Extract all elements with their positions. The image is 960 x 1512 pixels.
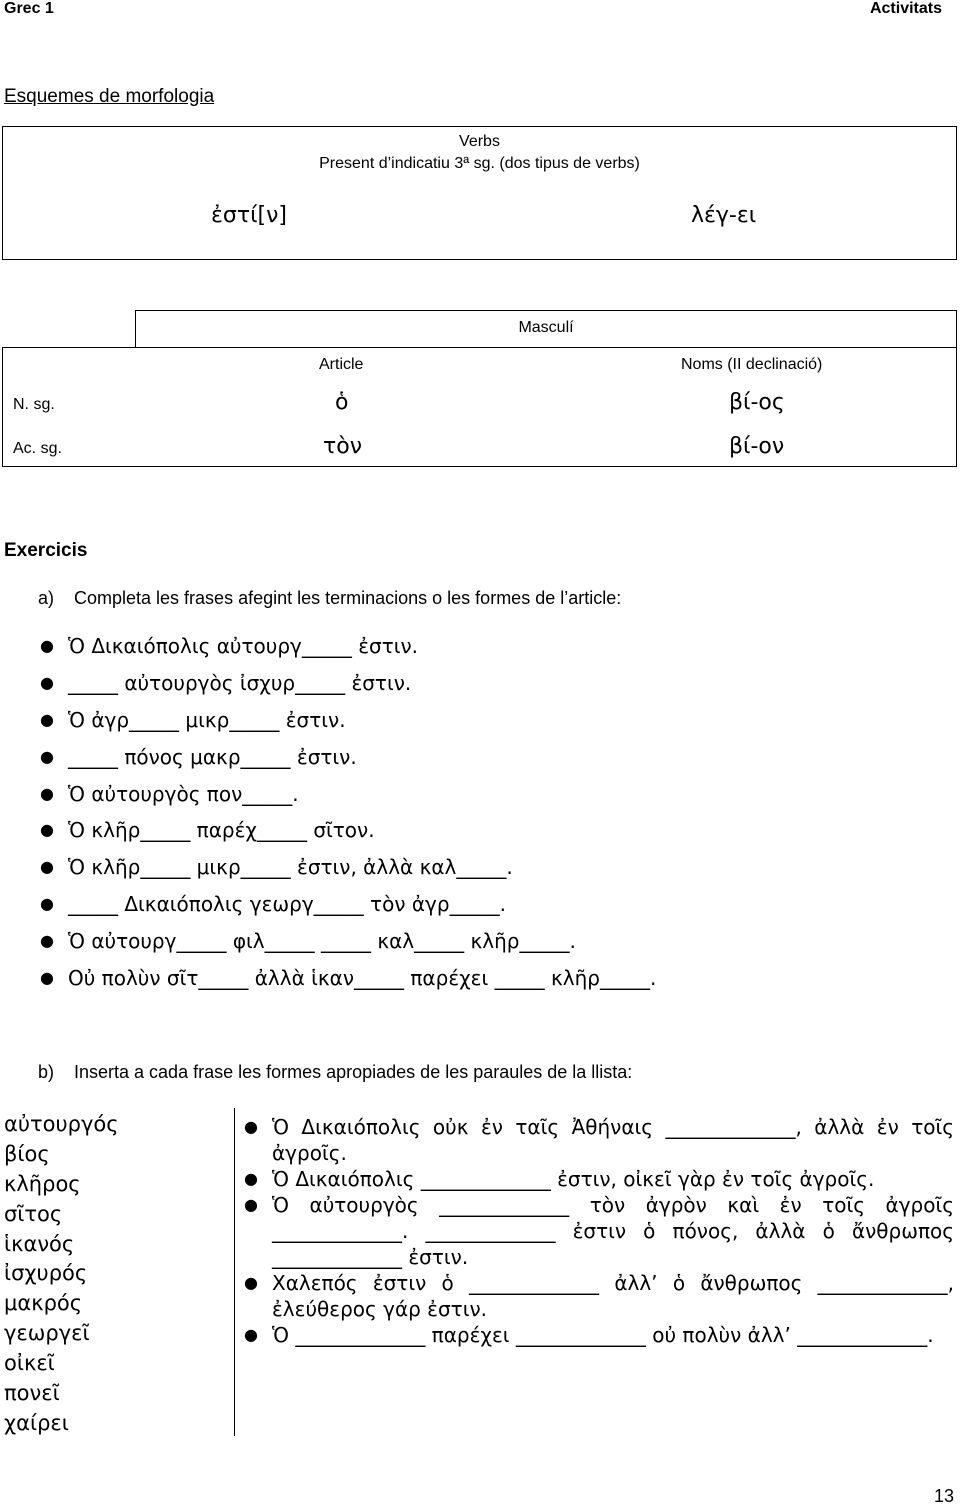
bullet-icon: ● xyxy=(244,1325,258,1344)
bullet-icon: ● xyxy=(244,1273,258,1292)
bullet-icon: ● xyxy=(40,746,54,766)
verbs-table xyxy=(2,126,957,260)
exercise-b-sentence: ● Ὁ Δικαιόπολις οὐκ ἐν ταῖς Ἀθήναις _____________, ἀλλὰ ἐν τοῖς ἀγροῖς. xyxy=(244,1115,954,1165)
page-number: 13 xyxy=(933,1486,954,1506)
bullet-icon: ● xyxy=(244,1117,258,1136)
row-label-acsg: Ac. sg. xyxy=(13,440,62,457)
section-title: Exercicis xyxy=(4,540,88,561)
word-list-item: ἰσχυρός xyxy=(4,1261,88,1286)
word-list-item: μακρός xyxy=(4,1291,83,1316)
word-list xyxy=(4,1110,224,1439)
gender-label: Masculí xyxy=(518,319,574,336)
noun-nsg: βί-ος xyxy=(729,390,785,415)
bullet-icon: ● xyxy=(40,968,54,988)
exercise-b-sentence: ● Ὁ _____________ παρέχει _____________ οὐ πολὺν ἀλλ’ _____________. xyxy=(244,1323,934,1347)
noun-table-gender-row xyxy=(135,310,957,348)
col-article: Article xyxy=(319,356,364,373)
bullet-icon: ● xyxy=(40,857,54,877)
word-list-item: βίος xyxy=(4,1141,50,1166)
bullet-icon: ● xyxy=(40,894,54,914)
verb-col1: ἐστί[ν] xyxy=(211,203,287,228)
exercise-b-instruction: Inserta a cada frase les formes apropiades de les paraules de la llista: xyxy=(74,1062,633,1082)
article-acsg: τὸν xyxy=(323,434,362,459)
bullet-icon: ● xyxy=(40,672,54,692)
word-list-item: αὐτουργός xyxy=(4,1112,119,1136)
list-item: ● Οὐ πολὺν σῖτ_____ ἀλλὰ ἱκαν_____ παρέχει _____ κλῆρ_____. xyxy=(40,960,940,997)
header-left: Grec 1 xyxy=(4,0,54,17)
bullet-icon: ● xyxy=(244,1169,258,1188)
noun-acsg: βί-ον xyxy=(729,434,785,459)
verbs-subheading: Present d’indicatiu 3ª sg. (dos tipus de verbs) xyxy=(319,155,640,172)
list-item: ● _____ πόνος μακρ_____ ἐστιν. xyxy=(40,739,940,776)
exercise-b-sentence: ● Χαλεπός ἐστιν ὁ _____________ ἀλλ’ ὁ ἄνθρωπος _____________, ἐλεύθερος γάρ ἐστιν. xyxy=(244,1271,954,1321)
list-item: ● Ὁ κλῆρ_____ παρέχ_____ σῖτον. xyxy=(40,812,940,849)
verbs-heading: Verbs xyxy=(459,133,500,150)
word-list-item: ἱκανός xyxy=(4,1231,75,1256)
exercise-a-instruction: Completa les frases afegint les terminacions o les formes de l’article: xyxy=(74,588,622,608)
word-list-item: γεωργεῖ xyxy=(4,1321,90,1346)
word-list-item: οἰκεῖ xyxy=(4,1351,55,1376)
article-nsg: ὁ xyxy=(335,390,349,415)
list-item: ● Ὁ κλῆρ_____ μικρ_____ ἐστιν, ἀλλὰ καλ_____. xyxy=(40,849,940,886)
exercise-b-sentence: ● Ὁ αὐτουργὸς _____________ τὸν ἀγρὸν καὶ ἐν τοῖς ἀγροῖς _____________. _____________ ἐστιν ὁ πόνος, ἀλλὰ ὁ ἄνθρωπος _____________ ἐστιν. xyxy=(244,1193,954,1269)
row-label-nsg: N. sg. xyxy=(13,396,55,413)
exercise-a-letter: a) xyxy=(38,588,55,608)
exercise-b-sentence: ● Ὁ Δικαιόπολις _____________ ἐστιν, οἰκεῖ γὰρ ἐν τοῖς ἀγροῖς. xyxy=(244,1167,875,1191)
verb-col2: λέγ-ει xyxy=(691,203,757,228)
bullet-icon: ● xyxy=(40,820,54,840)
list-item: ● Ὁ Δικαιόπολις αὐτουργ_____ ἐστιν. xyxy=(40,628,940,665)
noun-table xyxy=(2,347,957,467)
exercise-b-letter: b) xyxy=(38,1062,55,1082)
column-divider xyxy=(234,1108,235,1436)
list-item: ● Ὁ ἀγρ_____ μικρ_____ ἐστιν. xyxy=(40,702,940,739)
exercise-a-list xyxy=(40,628,940,997)
col-noun: Noms (II declinació) xyxy=(681,356,823,373)
bullet-icon: ● xyxy=(40,931,54,951)
list-item: ● _____ Δικαιόπολις γεωργ_____ τὸν ἀγρ_____. xyxy=(40,886,940,923)
word-list-item: σῖτος xyxy=(4,1201,63,1226)
list-item: ● Ὁ αὐτουργ_____ φιλ_____ _____ καλ_____ κλῆρ_____. xyxy=(40,923,940,960)
list-item: ● Ὁ αὐτουργὸς πον_____. xyxy=(40,776,940,813)
list-item: ● _____ αὐτουργὸς ἰσχυρ_____ ἐστιν. xyxy=(40,665,940,702)
word-list-item: κλῆρος xyxy=(4,1171,81,1196)
word-list-item: χαίρει xyxy=(4,1410,69,1435)
page-title: Esquemes de morfologia xyxy=(4,86,215,107)
word-list-item: πονεῖ xyxy=(4,1381,60,1406)
bullet-icon: ● xyxy=(244,1195,258,1214)
bullet-icon: ● xyxy=(40,783,54,803)
bullet-icon: ● xyxy=(40,636,54,655)
bullet-icon: ● xyxy=(40,709,54,729)
header-right: Activitats xyxy=(869,0,942,17)
